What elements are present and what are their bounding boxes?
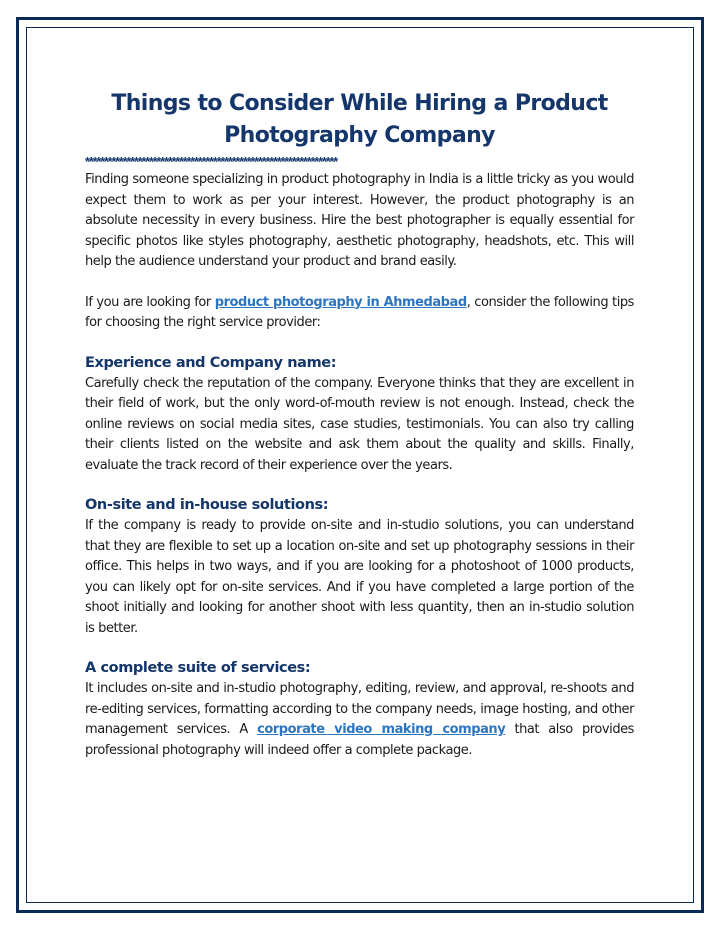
section-body-onsite: If the company is ready to provide on-site and in-studio solutions, you can understand that they are flexible to set up a location on-site and set up photography sessions in their office. This helps in two ways, and if you are looking for a photoshoot of 1000 products, you can likely opt for on-site services. And if you have completed a large portion of the shoot initially and looking for another shoot with less quantity, then an in-studio solution is better. bbox=[85, 518, 634, 636]
looking-for-text-before: If you are looking for bbox=[85, 294, 215, 310]
document-title: Things to Consider While Hiring a Product Photography Company bbox=[111, 91, 608, 148]
looking-for-text-after: , consider the following tips for choosing the right service provider: bbox=[85, 294, 634, 330]
document-content bbox=[85, 88, 634, 761]
looking-for-paragraph bbox=[85, 293, 634, 334]
section-heading-services: A complete suite of services: bbox=[85, 660, 311, 676]
section-body-services bbox=[85, 679, 634, 761]
section-heading-onsite: On-site and in-house solutions: bbox=[85, 497, 329, 513]
services-text-before: It includes on-site and in-studio photography, editing, review, and approval, re-shoots and re-editing services, formatting according to the company needs, image hosting, and other management services. A bbox=[85, 681, 634, 737]
product-photography-ahmedabad-link[interactable]: product photography in Ahmedabad bbox=[214, 294, 467, 310]
star-divider: ******************************************************************* bbox=[85, 154, 337, 169]
intro-paragraph: Finding someone specializing in product photography in India is a little tricky as you would expect them to work as per your interest. However, the product photography is an absolute necessity in every business. Hire the best photographer is equally essential for specific photos like styles photography, aesthetic photography, headshots, etc. This will help the audience understand your product and brand easily. bbox=[85, 172, 634, 269]
section-heading-experience: Experience and Company name: bbox=[85, 354, 337, 371]
services-text-after: that also provides professional photography will indeed offer a complete package. bbox=[85, 722, 634, 758]
section-body-experience: Carefully check the reputation of the company. Everyone thinks that they are excellent in their field of work, but the only word-of-mouth review is not enough. Instead, check the online reviews on social media sites, case studies, testimonials. You can also try calling their clients listed on the website and ask them about the quality and skills. Finally, evaluate the track record of their experience over the years. bbox=[85, 375, 634, 473]
corporate-video-making-link[interactable]: corporate video making company bbox=[257, 722, 506, 737]
